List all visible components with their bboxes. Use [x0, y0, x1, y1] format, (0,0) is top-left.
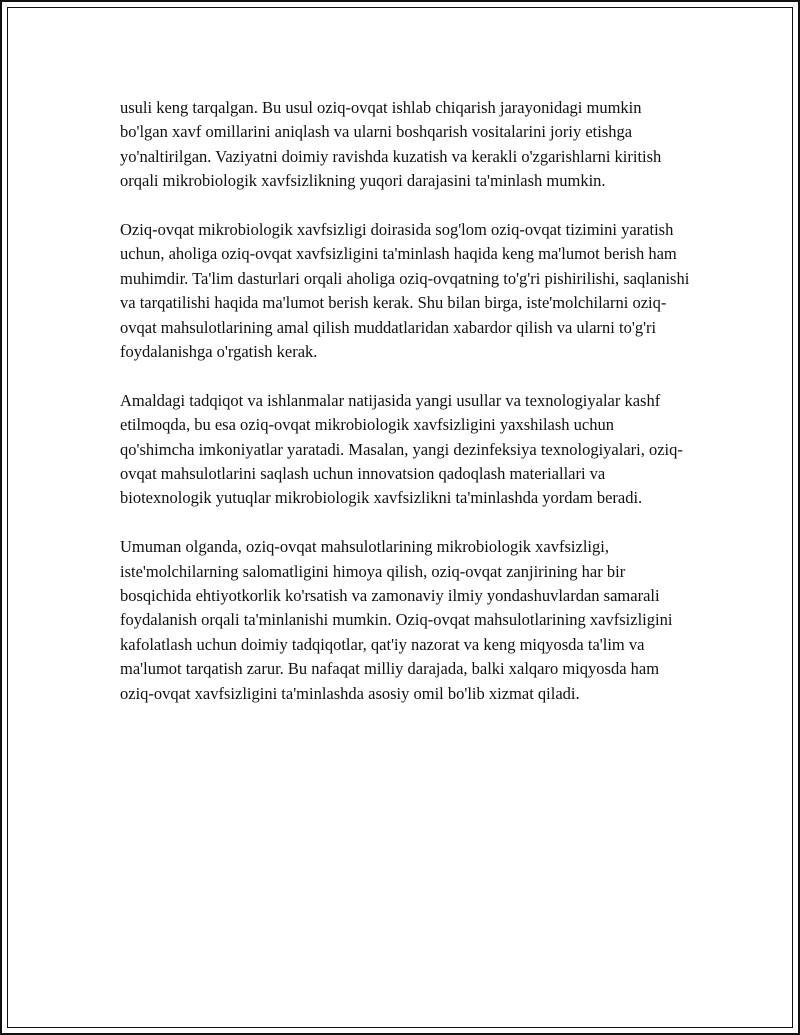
paragraph-3: Amaldagi tadqiqot va ishlanmalar natijasida yangi usullar va texnologiyalar kashf etilmoqda, bu esa oziq-ovqat mikrobiologik xavfsizligini yaxshilash uchun qo'shimcha imkoniyatlar yaratadi. Masalan, yangi dezinfeksiya texnologiyalari, oziq-ovqat mahsulotlarini saqlash uchun innovatsion qadoqlash materiallari va biotexnologik yutuqlar mikrobiologik xavfsizlikni ta'minlashda yordam beradi.: [120, 390, 683, 508]
document-body: [120, 96, 690, 731]
paragraph-4: Umuman olganda, oziq-ovqat mahsulotlarining mikrobiologik xavfsizligi, iste'molchilarning salomatligini himoya qilish, oziq-ovqat zanjirining har bir bosqichida ehtiyotkorlik ko'rsatish va zamonaviy ilmiy yondashuvlardan samarali foydalanish orqali ta'minlanishi mumkin. Oziq-ovqat mahsulotlarining xavfsizligini kafolatlash uchun doimiy tadqiqotlar, qat'iy nazorat va keng miqyosda ta'lim va ma'lumot tarqatish zarur. Bu nafaqat milliy darajada, balki xalqaro miqyosda ham oziq-ovqat xavfsizligini ta'minlashda asosiy omil bo'lib xizmat qiladi.: [120, 537, 673, 703]
paragraph-2: Oziq-ovqat mikrobiologik xavfsizligi doirasida sog'lom oziq-ovqat tizimini yaratish uchun, aholiga oziq-ovqat xavfsizligini ta'minlash haqida keng ma'lumot berish ham muhimdir. Ta'lim dasturlari orqali aholiga oziq-ovqatning to'g'ri pishirilishi, saqlanishi va tarqatilishi haqida ma'lumot berish kerak. Shu bilan birga, iste'molchilarni oziq-ovqat mahsulotlarining amal qilish muddatlaridan xabardor qilish va ularni to'g'ri foydalanishga o'rgatish kerak.: [120, 220, 690, 362]
paragraph-1: usuli keng tarqalgan. Bu usul oziq-ovqat ishlab chiqarish jarayonidagi mumkin bo'lgan xavf omillarini aniqlash va ularni boshqarish vositalarini joriy etishga yo'naltirilgan. Vaziyatni doimiy ravishda kuzatish va kerakli o'zgarishlarni kiritish orqali mikrobiologik xavfsizlikning yuqori darajasini ta'minlash mumkin.: [120, 98, 662, 191]
